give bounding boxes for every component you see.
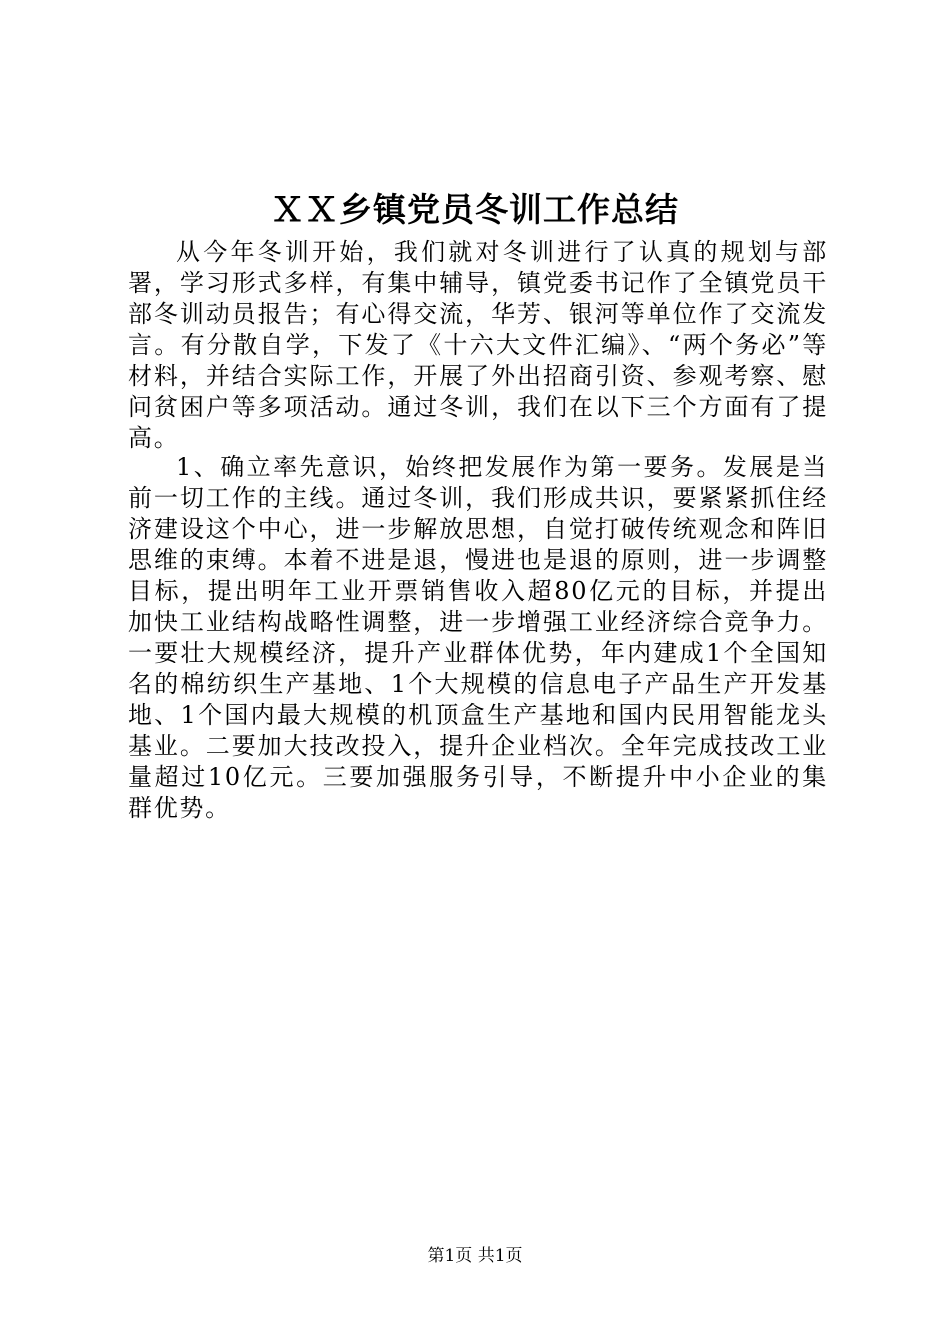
document-title: ＸＸ乡镇党员冬训工作总结 — [271, 190, 679, 229]
paragraph-intro: 从今年冬训开始，我们就对冬训进行了认真的规划与部署，学习形式多样，有集中辅导，镇党委书记作了全镇党员干部冬训动员报告；有心得交流，华芳、银河等单位作了交流发言。有分散自学，下发了《十六大文件汇编》、“两个务必”等材料，并结合实际工作，开展了外出招商引资、参观考察、慰问贫困户等多项活动。通过冬训，我们在以下三个方面有了提高。 — [128, 238, 828, 452]
page-footer: 第1页 共1页 — [427, 1246, 523, 1266]
paragraph-point-1: 1、确立率先意识，始终把发展作为第一要务。发展是当前一切工作的主线。通过冬训，我们形成共识，要紧紧抓住经济建设这个中心，进一步解放思想，自觉打破传统观念和阵旧思维的束缚。本着不进是退，慢进也是退的原则，进一步调整目标，提出明年工业开票销售收入超80亿元的目标，并提出加快工业结构战略性调整，进一步增强工业经济综合竞争力。一要壮大规模经济，提升产业群体优势，年内建成1个全国知名的棉纺织生产基地、1个大规模的信息电子产品生产开发基地、1个国内最大规模的机顶盒生产基地和国内民用智能龙头基业。二要加大技改投入，提升企业档次。全年完成技改工业量超过10亿元。三要加强服务引导，不断提升中小企业的集群优势。 — [128, 453, 828, 822]
